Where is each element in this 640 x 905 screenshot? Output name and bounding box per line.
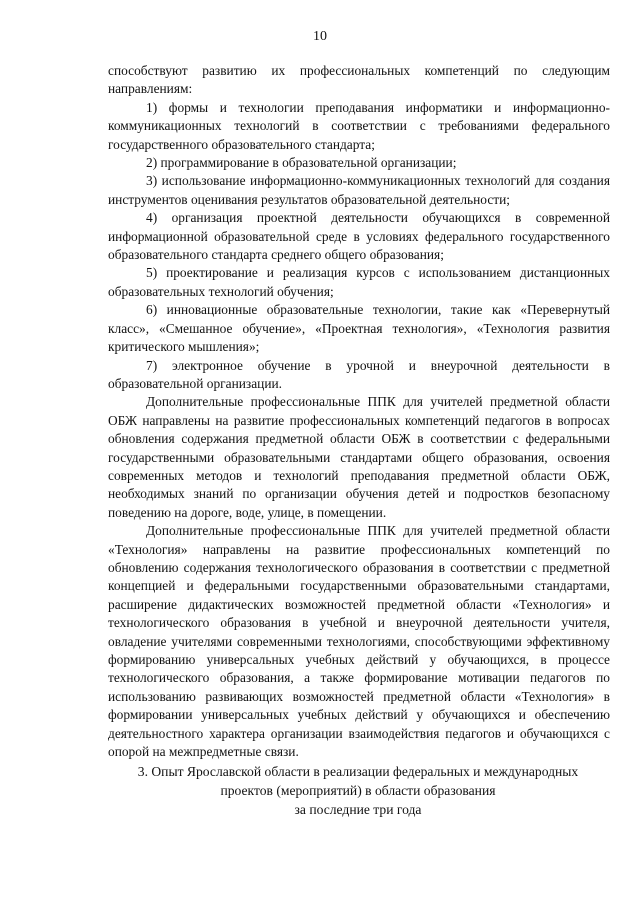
section-heading-line: 3. Опыт Ярославской области в реализации федеральных и международных xyxy=(137,764,579,779)
list-item: 2) программирование в образовательной организации; xyxy=(146,155,457,171)
list-item: 5) проектирование и реализация курсов с использованием дистанционных образовательных технологий обучения; xyxy=(108,265,610,299)
paragraph: Дополнительные профессиональные ППК для учителей предметной области «Технология» направлены на развитие профессиональных компетенций по обновлению содержания технологического образования в соответствии с предметной концепцией и федеральными государственными образовательными стандартами, расширение дидактических возможностей предметной области «Технология» и технологического образования в учебной и внеурочной деятельности учителя, овладение учителями современными технологиями, способствующими эффективному формированию универсальных учебных действий у обучающихся, в процессе технологического образования, а также формирование мотивации педагогов по использованию развивающих возможностей предметной области «Технология» в формировании универсальных учебных действий у обучающихся и обеспечению деятельностного характера организации взаимодействия педагогов и обучающихся с опорой на межпредметные связи. xyxy=(108,523,610,760)
list-item: 3) использование информационно-коммуникационных технологий для создания инструментов оценивания результатов образовательной деятельности; xyxy=(108,173,610,207)
section-heading-line: проектов (мероприятий) в области образования xyxy=(220,783,496,798)
paragraph: способствуют развитию их профессиональных компетенций по следующим направлениям: xyxy=(108,63,610,97)
section-heading-line: за последние три года xyxy=(294,802,422,817)
list-item: 4) организация проектной деятельности обучающихся в современной информационной образовательной среде в условиях федерального государственного образовательного стандарта среднего общего образования; xyxy=(108,210,610,263)
list-item: 7) электронное обучение в урочной и внеурочной деятельности в образовательной организации. xyxy=(108,357,610,391)
section-heading xyxy=(96,762,620,819)
paragraph: Дополнительные профессиональные ППК для учителей предметной области ОБЖ направлены на развитие профессиональных компетенций педагогов в вопросах обновления содержания предметной области ОБЖ в соответствии с федеральными государственными образовательными стандартами общего образования, освоения современных методов и технологий преподавания предметной области ОБЖ, необходимых знаний по организации обучения детей и подростков безопасному поведению на дороге, воде, улице, в помещении. xyxy=(108,394,610,520)
list-item: 6) инновационные образовательные технологии, такие как «Перевернутый класс», «Смешанное обучение», «Проектная технология», «Технология развития критического мышления»; xyxy=(108,302,610,355)
body-text xyxy=(108,62,610,761)
list-item: 1) формы и технологии преподавания информатики и информационно-коммуникационных технологий в соответствии с требованиями федерального государственного образовательного стандарта; xyxy=(108,99,610,152)
page-number: 10 xyxy=(313,29,327,44)
